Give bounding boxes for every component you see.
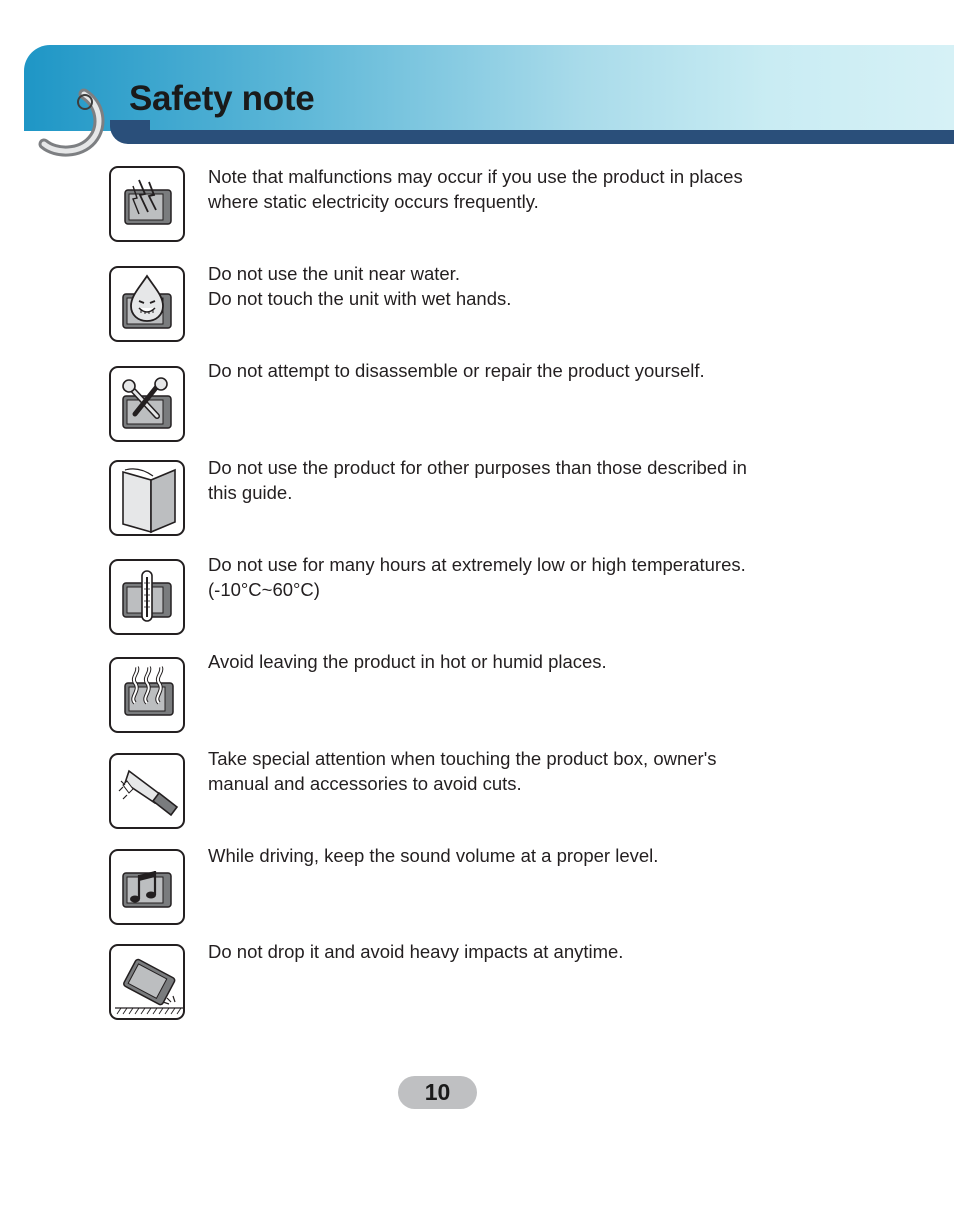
- repair-tools-icon: [109, 366, 185, 442]
- knife-cut-icon: [109, 753, 185, 829]
- guide-book-icon: [109, 460, 185, 536]
- thermometer-icon: [109, 559, 185, 635]
- note-text: While driving, keep the sound volume at a proper level.: [208, 845, 659, 866]
- page-number-badge: [398, 1076, 477, 1109]
- note-text: Do not use the unit near water. Do not touch the unit with wet hands.: [208, 263, 512, 309]
- page-title: Safety note: [129, 79, 315, 118]
- note-text: Avoid leaving the product in hot or humid places.: [208, 651, 607, 672]
- heat-humidity-icon: [109, 657, 185, 733]
- page-number: 10: [424, 1079, 451, 1105]
- water-drop-icon: [109, 266, 185, 342]
- note-text: Take special attention when touching the product box, owner's manual and accessories to avoid cuts.: [208, 748, 717, 794]
- note-text: Do not use for many hours at extremely low or high temperatures. (-10°C~60°C): [208, 554, 746, 600]
- static-electricity-icon: [109, 166, 185, 242]
- music-note-icon: [109, 849, 185, 925]
- note-text: Do not drop it and avoid heavy impacts at anytime.: [208, 941, 624, 962]
- header-underline: [130, 130, 954, 144]
- hook-decoration-icon: [38, 80, 112, 160]
- note-text: Do not attempt to disassemble or repair the product yourself.: [208, 360, 705, 381]
- drop-impact-icon: [109, 944, 185, 1020]
- note-text: Note that malfunctions may occur if you use the product in places where static electricity occurs frequently.: [208, 166, 743, 212]
- note-text: Do not use the product for other purposes than those described in this guide.: [208, 457, 747, 503]
